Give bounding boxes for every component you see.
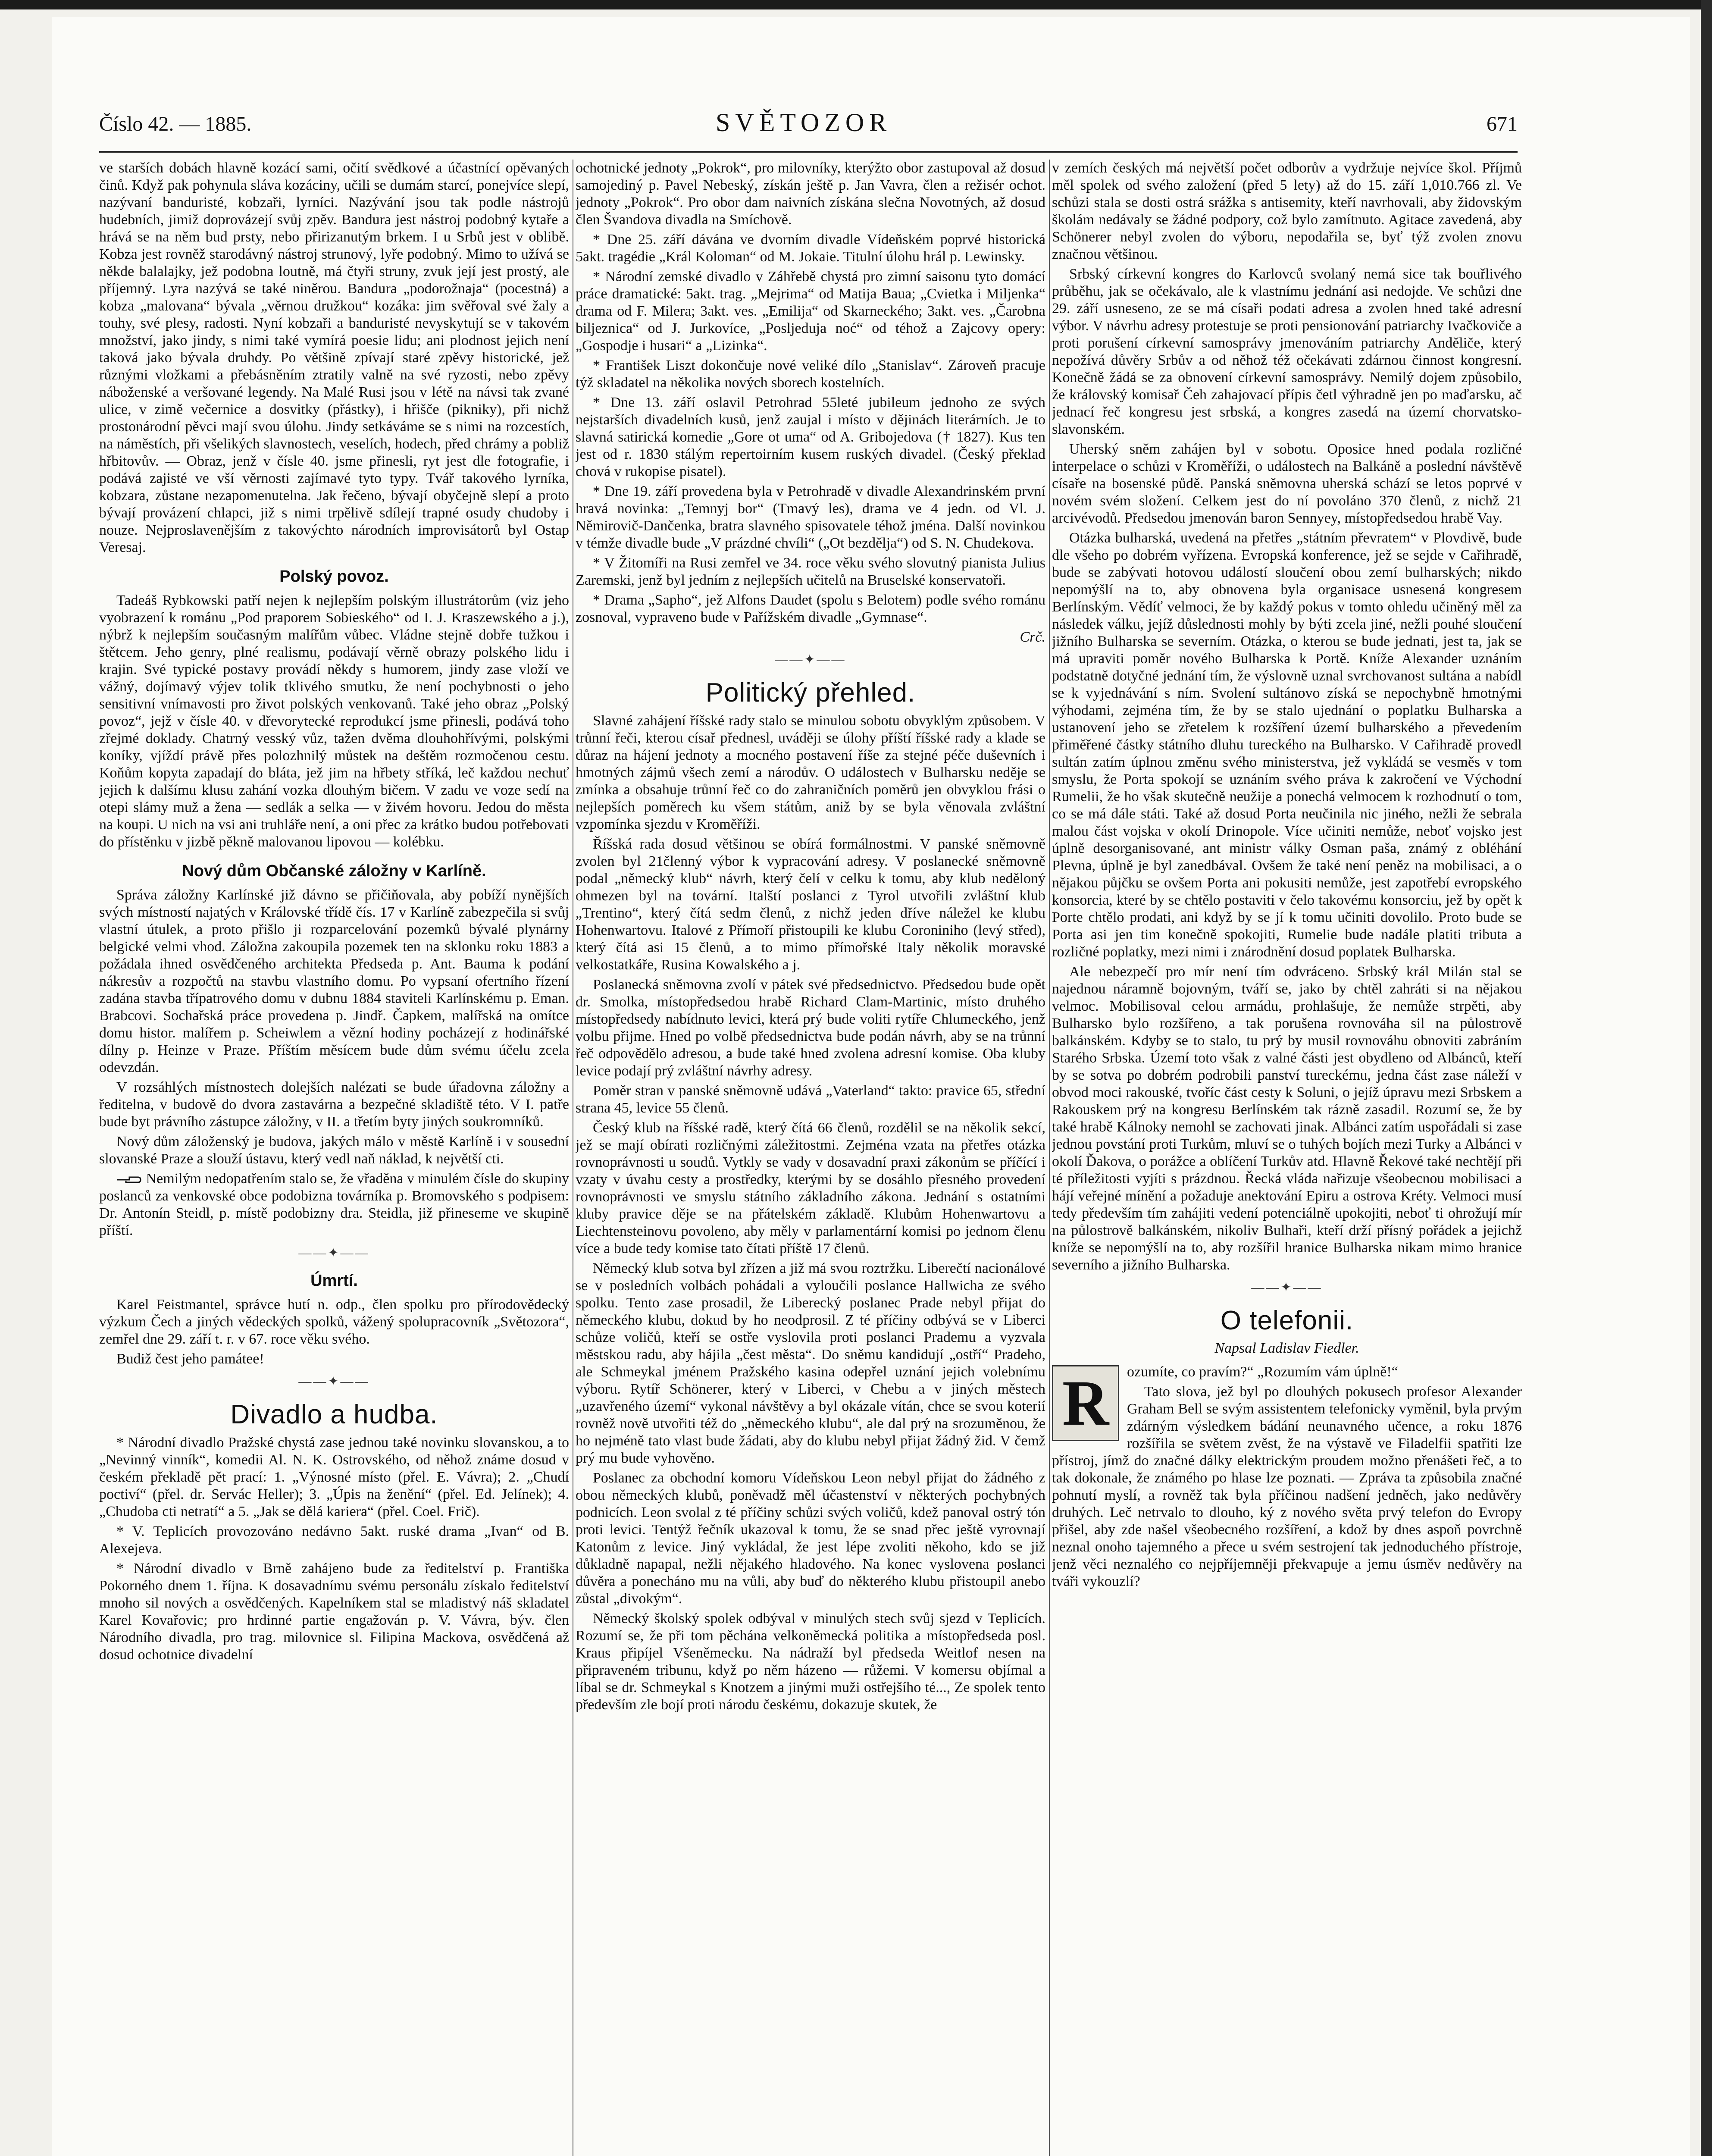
- article-paragraph: Srbský církevní kongres do Karlovců svolaný nemá sice tak bouřlivého průběhu, jak se očekávalo, ale k vlastnímu jednání asi nedojde. Ve schůzi dne 29. září usneseno, ze se má císaři podati adresa a zvolen hned také adresní výbor. V návrhu adresy protestuje se proti pensionování patriarchy Ivačkoviče a proti porušení církevní samosprávy jmenováním patriarchy Anděliče, který nepožívá důvěry Srbův a od něhož též očekávati zdárnou činnost kongresní. Konečně žádá se za obnovení církevní samosprávy. Nemilý dojem způsobilo, že královský komisař Čeh zahajovací přípis četl výhradně jen po maďarsku, ač jednací řeč kongresu jest srbská, a kongres zasedá na území chorvatsko-slavonském.: [1052, 266, 1522, 437]
- ornament-divider: ——✦——: [1251, 1280, 1323, 1294]
- column-2: [576, 160, 1045, 2156]
- article-paragraph: Otázka bulharská, uvedená na přetřes „státním převratem“ v Plovdivě, bude dle všeho po dobrém vyřízena. Evropská konference, jež se sejde v Cařihradě, bude se zabývati hotovou událostí sloučení obou zemí bulharských; nikdo nepomýšlí na to, aby obnovena byla organisace usnesená kongresem Berlínským. Vědíť velmoci, že by každý pokus v tomto ohledu učiněný měl za následek válku, jejíž důslednosti mohly by býti zcela jiné, nežli pouhé sloučení jižního Bulharska se severním. Otázka, o kterou se bude jednati, jest ta, jak se má upraviti poměr nového Bulharska k Portě. Kníže Alexander uznáním podstatně dotyčné jednání tím, že výslovně uznal svrchovanost sultána a nabídl se k vyjednávání s ním. Svolení sultánovo získá se nepochybně hmotnými výhodami, zejména tím, že by se stalo ujednání o poplatku Bulharska a ustanovení jeho se zřetelem k rozšíření území bulharského a převedením přiměřené částky státního dluhu tureckého na Bulharsko. V Cařihradě provedl sultán zatím úplnou změnu svého ministerstva, jež vykládá se vesměs v tom smyslu, že Porta spokojí se uznáním svého práva k zakročení ve Východní Rumelii, že ho však skutečně neužije a ponechá velmocem k rozhodnutí o tom, co se má dále státi. Také až dosud Porta neučinila nic jiného, nežli že sebrala malou část vojska v okolí Drinopole. Více učiniti nemůže, neboť vojsko jest úplně desorganisované, ant ministr války Osman paša, známý z obléhání Plevna, úplně je byl zanedbával. Ovšem že také není peněz na mobilisaci, a o nějakou půjčku se ovšem Porta ani pokusiti nemůže, jest zapotřebí evropského konsorcia, které by se chtělo postaviti v čelo takovému konsorciu, jež by opět k Porte chtělo prodati, ani když by se jí k tomu učiniti dovolilo. Proto bude se Porta asi jen tim konečně spokojiti, Rumelie bude nadále platiti tributa a rozličné poplatky, mezi nimi i znárodnění dosud poplatek Bulharska.: [1052, 530, 1522, 960]
- article-paragraph: * Národní divadlo v Brně zahájeno bude za ředitelství p. Františka Pokorného dnem 1. října. K dosavadnímu svému personálu získalo ředitelství mnoho sil nových a osvědčených. Kapelníkem stal se mladistvý náš skladatel Karel Kovařovic; pro hrdinné partie engažován p. V. Vávra, býv. člen Národního divadla, pro trag. milovnice sl. Filipina Mackova, osvědčená až dosud ochotnice divadelní: [99, 1561, 569, 1663]
- issue-number: Číslo 42. — 1885.: [99, 113, 252, 135]
- article-paragraph: Německý školský spolek odbýval v minulých stech svůj sjezd v Teplicích. Rozumí se, že při tom pěchána velkoněmecká politika a místopředseda posl. Kraus připíjel Všeněmecku. Na nádraží byl předseda Weitlof nesen na připraveném tribunu, když po něm házeno — růžemi. V komersu objímal a líbal se dr. Schmeykal s Knotzem a jinými muži ostřejšího té..., Ze spolek tento především zle bojí proti národu českému, dokazuje skutek, že: [576, 1611, 1045, 1713]
- article-paragraph: Karel Feistmantel, správce hutí n. odp., člen spolku pro přírodovědecký výzkum Čech a jiných vědeckých spolků, vážený spolupracovník „Světozora“, zemřel dne 29. září t. r. v 67. roce věku svého.: [99, 1297, 569, 1347]
- article-paragraph: ochotnické jednoty „Pokrok“, pro milovníky, kterýžto obor zastupoval až dosud samojediný p. Pavel Nebeský, získán ještě p. Jan Vavra, člen a režisér ochot. jednoty „Pokrok“. Pro obor dam naivních získána slečna Novotných, až dosud člen Švandova divadla na Smíchově.: [576, 160, 1045, 228]
- ornament-divider: ——✦——: [298, 1246, 370, 1260]
- article-paragraph: Český klub na říšské radě, který čítá 66 členů, rozdělil se na několik sekcí, jež se mají obírati rozličnými záležitostmi. Zejména vzata na přetřes otázka rovnoprávnosti u soudů. Vytkly se vady v dosavadní praxi zákonům se příčící i vzaty v úvahu cesty a prostředky, kterými by se dosáhlo přesného provedení rovnoprávnosti ve smyslu státního základního zákona. Jednání s ostatními kluby pravice děje se na přátelském základě. Klubům Hohenwartovu a Liechtensteinovu povoleno, aby měly v parlamentární komisi po jednom členu více a bude tedy komise tato čítati příště 17 členů.: [576, 1120, 1045, 1257]
- article-paragraph: ve starších dobách hlavně kozácí sami, očití svědkové a účastnící opěvaných činů. Když pak pohynula sláva kozáciny, učili se dumám starcí, ponejvíce slepí, nazývaní banduristé, kobzaři, lyrníci. Nazývání jsou tak podle nástrojů hudebních, jimiž doprovázejí svůj zpěv. Bandura jest nástroj podobný kytaře a hrává se na něm bud prsty, nebo přirizanutým brkem. I u Srbů jest v oblibě. Kobza jest rovněž starodávný nástroj strunový, lyře podobný. Mimo to užívá se někde balalajky, jež podobna loutně, má čtyři struny, zvuk její jest prostý, ale příjemný. Lyra nazývá se také niněrou. Bandura „podorožnaja“ (pocestná) a kobza „malovana“ bývala „věrnou družkou“ kozáka: jim svěřoval své žaly a touhy, své plesy, radosti. Nyní kobzaři a banduristé nevyskytují se v takovém množství, jako jindy, s nimi také vymírá poesie lidu; ani plodnost jejich není taková jako bývala druhdy. Po většině zpívají staré zpěvy historické, jež různými vložkami a přebásněním ztratily valně na své ryzosti, nebo zpěvy náboženské a veršované legendy. Na Malé Rusi jsou v létě na návsi tak zvané ulice, v zimě večernice a dosvitky (přástky), i hřišče (pikniky), při nichž prostonárodní pěvci mají svou úlohu. Jindy setkáváme se s nimi na rozcestích, na náměstích, při všelikých slavnostech, veselích, hodech, před chrámy a pobliž hřbitovův. — Obraz, jenž v čísle 40. jsme přinesli, ryt jest dle fotografie, i podává zajisté ve vší věrnosti zajímavé tyto typy. Tvář takového lyrníka, kobzara, zůstane nezapomenutelna. Jak řečeno, bývají obyčejně slepí a proto bývají provázení chlapci, již s nimi trpělivě sdílejí trapné osudy chudoby i nouze. Nejproslavenějším z takovýchto národních improvisátorů byl Ostap Veresaj.: [99, 160, 569, 555]
- section-heading-telefonie: O telefonii.: [1220, 1306, 1354, 1335]
- article-paragraph: Říšská rada dosud většinou se obírá formálnostmi. V panské sněmovně zvolen byl 21členný výbor k vypracování adresy. V poslanecké sněmovně podal „německý klub“ návrh, který čelí v celku k tomu, aby klub neděloný ohmezen byl na tovární. Italští poslanci z Tyrol utvořili zvláštní klub „Trentino“, který čítá sedm členů, z nichž jeden dříve náležel ke klubu Hohenwartovu. Italové z Přímoří přistoupili ke klubu Coroniniho (levý střed), který čítá asi 15 členů, a to mimo přímořské Italy několik moravské velkostatkáře, Rusina Kowalského a j.: [576, 836, 1045, 973]
- ornament-divider: ——✦——: [298, 1374, 370, 1388]
- correction-text: Nemilým nedopatřením stalo se, že vřaděna v minulém čísle do skupiny poslanců za venkovské obce podobizna továrníka p. Bromovského s podpisem: Dr. Antonín Steidl, p. místě podobizny dra. Steidla, již přineseme ve skupině příští.: [99, 1171, 569, 1238]
- article-paragraph: * Dne 25. září dávána ve dvorním divadle Vídeňském poprvé historická 5akt. tragédie „Král Koloman“ od M. Jokaie. Titulní úlohu hrál p. Lewinsky.: [576, 232, 1045, 265]
- article-paragraph: Tadeáš Rybkowski patří nejen k nejlepším polským illustrátorům (viz jeho vyobrazení k románu „Pod praporem Sobieského“ od I. J. Kraszewského a j.), nýbrž k nejlepším současným malířům vůbec. Vládne stejně dobře tužkou i štětcem. Jeho genry, plné realismu, podávají věrně obrazy polského lidu i krajin. Své typické postavy provádí někdy s humorem, jindy zase vloží ve vážný, dojímavý výjev tolik tklivého smutku, že není pochybnosti o jeho sensitivní vnímavosti pro život polských venkovanů. Také jeho obraz „Polský povoz“, jejž v čísle 40. v dřevorytecké reprodukcí jsme přinesli, podává toho zřejmé doklady. Chatrný vesský vůz, tažen dvěma dlouhohřívými, polskými koníky, vjíždí právě přes polozhnilý můstek na deštěm rozmočenou cestu. Koňům kopyta zapadají do bláta, jež jim na hřbety stříká, leč každou nechuť jejich k dalšímu klusu zahání vozka dlouhým bičem. V zadu ve voze sedí na otepi slámy muž a žena — sedlák a selka — v živém hovoru. Jedou do města na koupi. U nich na vsi ani truhláře není, a oni přec za krátko budou potřebovati do přístěnku v jizbě pěkně malovanou lipovou — kolébku.: [99, 592, 569, 850]
- ornament-divider: ——✦——: [775, 652, 846, 667]
- article-lead: ozumíte, co pravím?“ „Rozumím vám úplně!“: [1127, 1364, 1398, 1380]
- article-paragraph: * Dne 19. září provedena byla v Petrohradě v divadle Alexandrinském první hravá novinka: „Temnyj bor“ (Tmavý les), drama ve 4 jedn. od Vl. J. Němirovič-Dančenka, bratra slavného spisovatele téhož jména. Další novinkou v témže divadle bude „V prázdné chvíli“ („Ot bezdělja“) od S. N. Chudekova.: [576, 483, 1045, 551]
- article-paragraph: Uherský sněm zahájen byl v sobotu. Oposice hned podala rozličné interpelace o schůzi v Kroměříži, o událostech na Balkáně a poslední návštěvě císaře na bosenské půdě. Panská sněmovna uherská schází se letos poprvé v novém svém složení. Celkem jest do ní povoláno 370 členů, z nichž 21 arcivévodů. Předsedou jmenován baron Sennyey, místopředsedou hrabě Vay.: [1052, 441, 1522, 526]
- drop-cap-paragraph: [1052, 1363, 1522, 1590]
- article-paragraph: Budiž čest jeho památee!: [116, 1351, 264, 1367]
- article-paragraph: * František Liszt dokončuje nové veliké dílo „Stanislav“. Zároveň pracuje týž skladatel na několika nových sborech kostelních.: [576, 357, 1045, 391]
- author-signature: Crč.: [1020, 629, 1045, 645]
- header-rule: [99, 151, 1518, 153]
- article-paragraph: Německý klub sotva byl zřízen a již má svou roztržku. Liberečtí nacionálové se v posledních volbách pohádali a vyloučili poslance Hallwicha ze svého spolku. Tento zase prosadil, že Liberecký poslanec Prade nebyl přijat do německého klubu, dokud by ho neodprosil. Z té příčiny odbývá se v Liberci schůze voličů, kteří se ostře vyslovila proti poslanci Prademu a vyzvala městskou radu, aby hájila „čest města“. Do sněmu kandidují „ostří“ Pradeho, ale Schmeykal jménem Pražského kasina odepřel uznání jejich volebnímu výboru. Rytíř Schönerer, který v Liberci, v Chebu a v jiných městech „uzavřeného území“ vykonal návštěvy a byl okázale vítán, chce se svou koterií rovněž nově utvořiti též do „německého klubu“, ale dal prý na srozuměnou, že ho nejméně tato vlast bude žádati, aby do klubu nebyl přijat žádný žid. V čemž prý mu bude vyhověno.: [576, 1260, 1045, 1466]
- drop-cap: [1052, 1365, 1119, 1441]
- pointing-hand-icon: [116, 1175, 142, 1185]
- article-paragraph: Ale nebezpečí pro mír není tím odvráceno. Srbský král Milán stal se najednou náramně bojovným, tváří se, jako by chtěl zahráti si na nějakou velmoc. Mobilisoval celou armádu, prohlašuje, že nemůže strpěti, aby Bulharsko bylo rozšířeno, a tak porušena rovnováha sil na půlostrově balkánském. Kdyby se to stalo, tu prý by musil rovnováhu obnoviti zabráním Starého Srbska. Území toto však z valné části jest obydleno od Albánců, kteří by se sotva po dobrém podrobili panství tureckému, jedna část zase náleží v obvod moci rakouské, tvoříc část cesty k Soluni, o jejíž úpravu mezi Srbskem a Rakouskem prý na kongresu Berlínském tak rázně zasadil. Rozumí se, že by také hrabě Kálnoky nemohl se zachovati jinak. Albánci zatím uspořádali si zase jednou povstání proti Turkům, mluví se o tuhých bojích mezi Turky a Albánci v okolí Ďakova, o porážce a oblíčení Turkův atd. Hlavně Řekové také nechtějí při té příležitosti vyjíti s prázdnou. Řecká vláda nařizuje všeobecnou mobilisaci a hájí veřejné mínění a požaduje anektování Epiru a ostrova Kréty. Velmoci musí tedy především tím zahájiti vedení potenciálně upokojiti, neboť ti ohrožují mír na půlostrově balkánském, nikoliv Bulhaři, kteří drží přísný pořádek a jejichž kníže se nepomýšlí na to, aby rozšířil hranice Bulharska nikam mimo hranice severního a jižního Bulharska.: [1052, 964, 1522, 1273]
- correction-notice: [99, 1170, 569, 1239]
- page-number: 671: [1487, 113, 1518, 135]
- article-paragraph: * Národní divadlo Pražské chystá zase jednou také novinku slovanskou, a to „Nevinný vinník“, komedii Al. N. K. Ostrovského, od něhož známe dosud v českém překladě pět prací: 1. „Výnosné místo (přel. E. Vávra); 2. „Chudí poctiví“ (přel. dr. Servác Heller); 3. „Úpis na ženění“ (přel. Ed. Jelínek); 4. „Chudoba cti netratí“ a 5. „Jak se dělá kariera“ (přel. Coel. Frič).: [99, 1435, 569, 1520]
- article-heading-polsky-povoz: Polský povoz.: [279, 567, 389, 586]
- article-paragraph: * V. Teplicích provozováno nedávno 5akt. ruské drama „Ivan“ od B. Alexejeva.: [99, 1523, 569, 1557]
- section-heading-politicky: Politický přehled.: [705, 678, 916, 708]
- scan-edge-right: [1701, 0, 1712, 2156]
- article-paragraph: * Dne 13. září oslavil Petrohrad 55leté jubileum jednoho ze svých nejstarších divadelních kusů, jenž zaujal i místo v dějinách literárních. Je to slavná satirická komedie „Gore ot uma“ od A. Gribojedova († 1827). Kus ten jest od r. 1830 stálým repertoirním kusem ruských divadel. (Český překlad chová v rukopise pisatel).: [576, 395, 1045, 479]
- article-paragraph: Poslanec za obchodní komoru Vídeňskou Leon nebyl přijat do žádného z obou německých klubů, poněvadž měl účastenství v některých pochybných podnicích. Leon svolal z té příčiny schůzi svých voličů, kdež panoval ostrý tón proti levici. Tentýž řečník ukazoval k tomu, že se snad přec ještě vyrovnají Katonům z levice. Jiný vykládal, že jest lépe zvoliti někoho, kdo se již důkladně napapal, nežli nějakého hladového. Na konec vyslovena poslanci důvěra a ponecháno mu na vůli, aby buď do některého klubu přistoupil anebo zůstal „divokým“.: [576, 1470, 1045, 1607]
- scan-edge-top: [0, 0, 1712, 9]
- article-paragraph: * Národní zemské divadlo v Záhřebě chystá pro zimní saisonu tyto domácí práce dramatické: 5akt. trag. „Mejrima“ od Matija Baua; „Cvietka i Miljenka“ drama od F. Milera; 3akt. ves. „Emilija“ od Skarneckého; 3akt. ves. „Čarobna biljeznica“ od J. Jurkovíce, „Posljeduja noć“ od téhož a Zajcovy opery: „Gospodje i husari“ a „Lizinka“.: [576, 269, 1045, 354]
- section-heading-divadlo: Divadlo a hudba.: [230, 1400, 438, 1429]
- article-paragraph: Poměr stran v panské sněmovně udává „Vaterland“ takto: pravice 65, střední strana 45, levice 55 členů.: [576, 1083, 1045, 1116]
- article-paragraph: Poslanecká sněmovna zvolí v pátek své předsednictvo. Předsedou bude opět dr. Smolka, místopředsedou hrabě Richard Clam-Martinic, místo druhého místopředsedy nabídnuto levici, která prý bude voliti rytíře Chlumeckého, jenž volbu přijme. Hned po volbě předsednictva bude podán návrh, aby se na trůnní řeč odpovědělo adresou, a bude také hned zvolena adresní komise. Oba kluby levice podají prý zvláštní návrhy adresy.: [576, 977, 1045, 1079]
- article-byline: Napsal Ladislav Fiedler.: [1214, 1340, 1359, 1356]
- article-heading-zalozna: Nový dům Občanské záložny v Karlíně.: [182, 862, 486, 880]
- article-paragraph: V rozsáhlých místnostech dolejších nalézati se bude úřadovna záložny a ředitelna, v budově do dvora zastavárna a bezpečné skladiště této. V I. patře bude byt právního zástupce záložny, v II. a třetím byty jiných soukromníků.: [99, 1079, 569, 1130]
- drop-cap-letter: R: [1062, 1367, 1109, 1439]
- article-paragraph: * V Žitomíři na Rusi zemřel ve 34. roce věku svého slovutný pianista Julius Zaremski, jenž byl jedním z nejlepších učitelů na Bruselské konservatoři.: [576, 555, 1045, 588]
- article-heading-umrti: Úmrtí.: [310, 1272, 358, 1290]
- article-paragraph: Slavné zahájení říšské rady stalo se minulou sobotu obvyklým způsobem. V trůnní řeči, kterou císař přednesl, uváději se úlohy příští říšské rady a klade se důraz na hájení jednoty a mocného postavení říše za stejné péče duševních i hmotných zájmů všech zemí a národův. O událostech v Bulharsku nedějе se zmínka a obsahuje trůnní řeč co do zahraničních poměrů jen obvyklou frási o nejlepších poměrech ku všem státům, aniž by se byla věnovala zvláštní vzpomínka sjezdu v Kroměříži.: [576, 713, 1045, 832]
- article-paragraph: Nový dům záloženský je budova, jakých málo v městě Karlíně i v sousední slovanské Praze a slouží ústavu, který vedl naň náklad, k největší cti.: [99, 1134, 569, 1167]
- article-paragraph: v zemích českých má největší počet odborův a vydržuje nejvíce škol. Příjmů měl spolek od svého založení (před 5 lety) až do 15. září 1,010.766 zl. Ve schůzi stala se dosti ostrá srážka s antisemity, kteří navrhovali, aby židovským školám nedávaly se žádné podpory, což bylo zamítnuto. Agitace zavedená, aby Schönerer nebyl zvolen do výboru, nepodařila se, byť týž zvolen znovu značnou většinou.: [1052, 160, 1522, 262]
- page-header: [99, 108, 1518, 147]
- article-paragraph: Tato slova, jež byl po dlouhých pokusech profesor Alexander Graham Bell se svým assistentem telefonicky vyměnil, byla prvým zdárným výsledkem bádání neunavného učence, a roku 1876 rozšířila se světem zvěst, že na výstavě ve Filadelfii spatřiti lze přístroj, jímž do značné dálky elektrickým proudem možno přenášeti řeč, a to tak dokonale, že známého po hlase lze poznati. — Zpráva ta způsobila značné pohnutí myslí, a rovněž tak byla příčinou nadšení jedněch, jako nedůvěry druhých. Leč netrvalo to dlouho, ký z nového světa prvý telefon do Evropy přišel, aby zde našel všeobecného rozšíření, a kdož by dnes aspoň povrchně neznal onoho tajemného a přece u svém sestrojení tak jednoduchého přístroje, jenž věci neznalého co nejpříjemněji překvapuje a jemu úsměv nedůvěry na tváři vykouzlí?: [1052, 1384, 1522, 1589]
- column-3: [1052, 160, 1522, 2156]
- magazine-title: SVĚTOZOR: [716, 108, 892, 137]
- column-rule: [1049, 160, 1050, 2156]
- article-paragraph: Správa záložny Karlínské již dávno se přičiňovala, aby pobíží nynějších svých místností najatých v Královské třídě čís. 17 v Karlíně zabezpečila si svůj vlastní útulek, a proto přišlo ji rozparcelování pozemků bývalé plynárny belgické velmi vhod. Záložna zakoupila pozemek ten na sklonku roku 1883 a požádala ihned osvědčeného architekta Předseda p. Ant. Bauma k podání nákresův a rozpočtů na stavbu vlastního domu. Po vypsaní ofertního řízení zadána stavba třípatrového domu v dubnu 1884 staviteli Karlínskému p. Eman. Brabcovi. Sochařská práce provedena p. Jindř. Čapkem, malířská na omítce domu histor. malířem p. Scheiwlem a vězní hodiny pocházejí z hodinářské dílny p. Heinze v Praze. Příštím měsícem bude dům svému účelu zcela odevzdán.: [99, 887, 569, 1075]
- column-1: [99, 160, 569, 2156]
- article-paragraph: * Drama „Sapho“, jež Alfons Daudet (spolu s Belotem) podle svého románu zosnoval, vypraveno bude v Pařížském divadle „Gymnase“.: [576, 592, 1045, 625]
